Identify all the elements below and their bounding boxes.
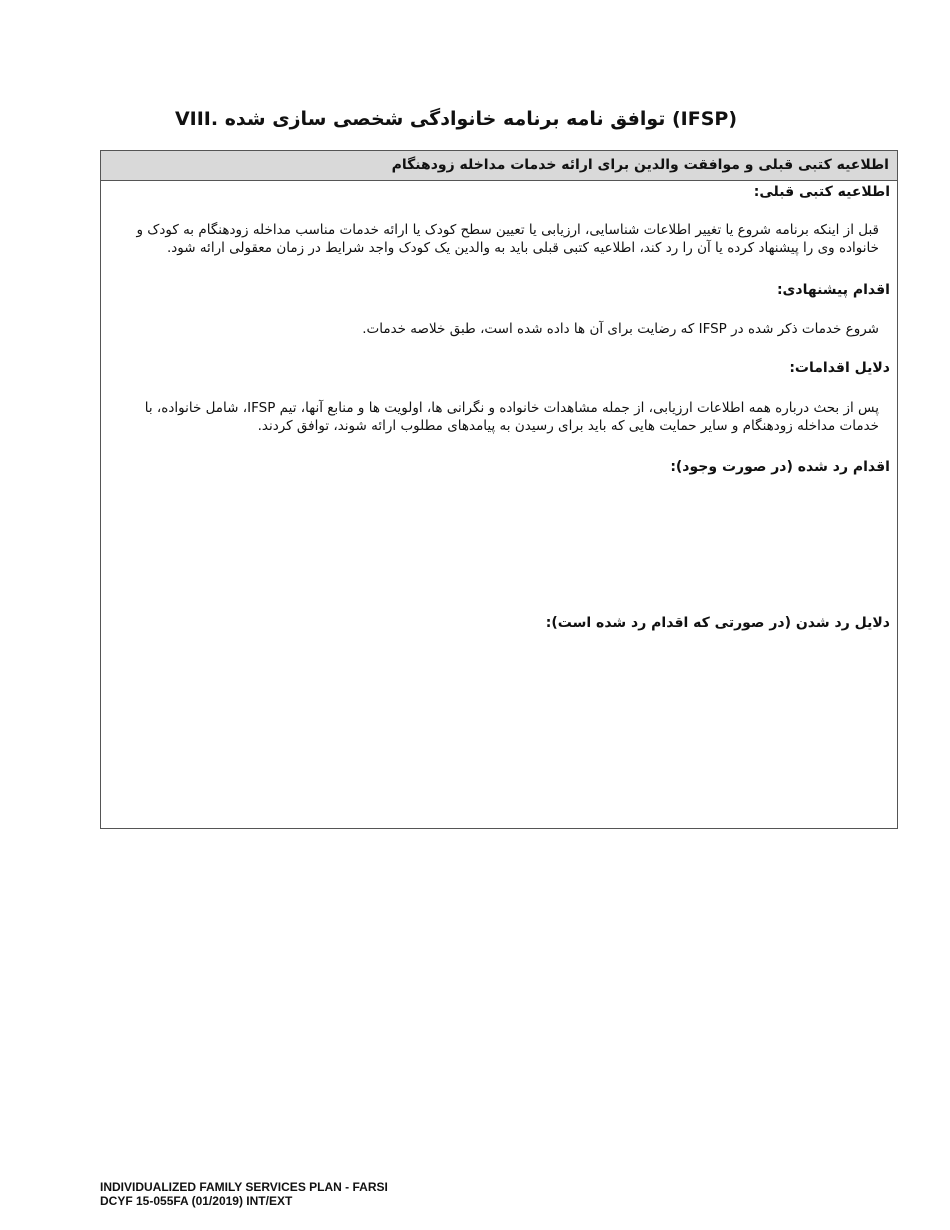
footer-plan-name: INDIVIDUALIZED FAMILY SERVICES PLAN - FARSI [100,1180,388,1194]
reasons-for-action-label: دلایل اقدامات: [789,360,890,376]
proposed-action-label: اقدام پیشنهادی: [776,282,890,298]
footer-form-number: DCYF 15-055FA (01/2019) INT/EXT [100,1194,293,1208]
rejected-action-label: اقدام رد شده (در صورت وجود): [670,459,890,475]
proposed-action-text: شروع خدمات ذکر شده در IFSP که رضایت برای آن ها داده شده است، طبق خلاصه خدمات. [362,321,879,337]
prior-written-notice-label: اطلاعیه کتبی قبلی: [753,184,890,200]
prior-written-notice-text: قبل از اینکه برنامه شروع یا تغییر اطلاعات شناسایی، ارزیابی یا تعیین سطح کودک یا ارائه خدمات مناسب مداخله زودهنگام به کودک و خانواده وی را پیشنهاد کرده یا آن را رد کند، اطلاعیه کتبی قبلی باید به والدین یک کودک واجد شرایط در زمان معقولی ارائه شود. [136,222,879,256]
reasons-for-rejection-label: دلایل رد شدن (در صورتی که اقدام رد شده است): [545,615,890,631]
form-footer [100,1180,388,1208]
reasons-for-action-text: پس از بحث درباره همه اطلاعات ارزیابی، از جمله مشاهدات خانواده و نگرانی ها، اولویت ها و منابع آنها، تیم IFSP، شامل خانواده، با خدمات مداخله زودهنگام و سایر حمایت هایی که باید برای رسیدن به پیامدهای مطلوب ارائه شوند، توافق کردند. [144,400,879,434]
consent-form-box [100,150,898,829]
page-title: VIII. توافق نامه برنامه خانوادگی شخصی سازی شده (IFSP) [174,108,738,130]
form-box-header: اطلاعیه کتبی قبلی و موافقت والدین برای ارائه خدمات مداخله زودهنگام [101,151,897,181]
